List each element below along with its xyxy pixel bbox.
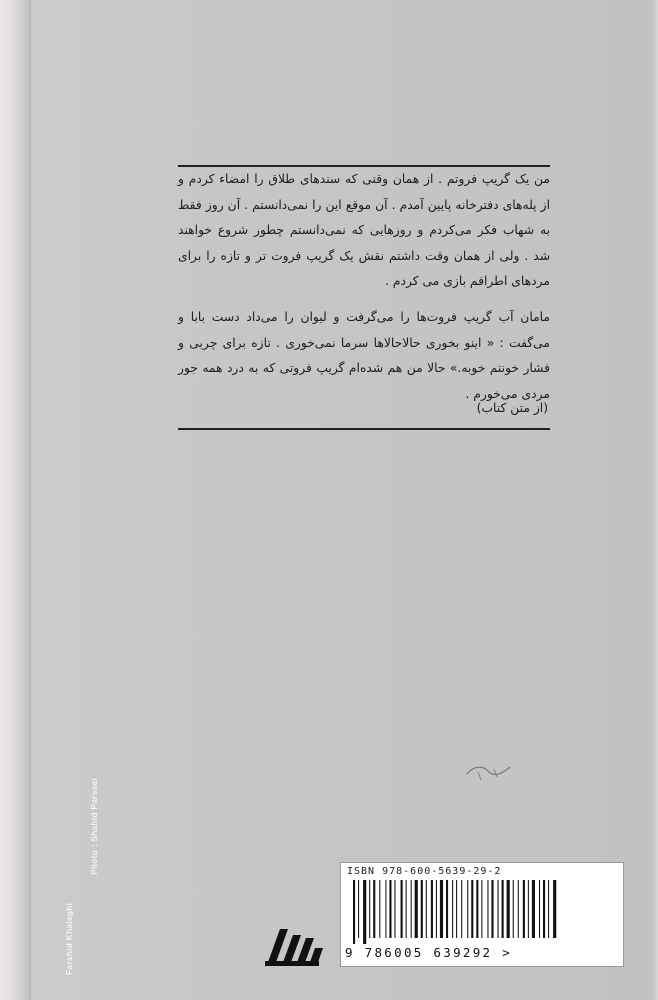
barcode-bar (532, 880, 535, 938)
barcode-bar (406, 880, 407, 938)
barcode-bar (467, 880, 468, 938)
bottom-rule (178, 428, 550, 430)
barcode-bar (426, 880, 427, 938)
barcode-bar (553, 880, 556, 938)
barcode-bar (440, 880, 443, 938)
barcode-bar (385, 880, 386, 938)
barcode-bar (373, 880, 375, 938)
barcode-bar (481, 880, 482, 938)
barcode-bar (539, 880, 540, 938)
barcode-bar (421, 880, 423, 938)
photo-credit: Photo : Shahid Parsaei (89, 778, 99, 875)
barcode-bar (543, 880, 545, 938)
barcode-bar (363, 880, 366, 944)
barcode-bar (498, 880, 499, 938)
barcode-bar (523, 880, 525, 938)
barcode-bar (487, 880, 488, 938)
barcode-bar (431, 880, 433, 938)
barcode-bar (452, 880, 453, 938)
barcode-bar (502, 880, 504, 938)
barcode-bar (436, 880, 437, 938)
barcode-bar (461, 880, 462, 938)
barcode-bar (369, 880, 370, 938)
designer-credit: Farshid Khaleghi (64, 902, 74, 975)
barcode-bar (379, 880, 380, 938)
barcode-bar (389, 880, 391, 938)
publisher-logo (265, 920, 327, 970)
barcode-bar (471, 880, 473, 938)
barcode-bar (456, 880, 457, 938)
barcode-bar (446, 880, 448, 938)
isbn-text: ISBN 978-600-5639-29-2 (347, 866, 502, 877)
barcode-bar (507, 880, 510, 938)
barcode-bar (353, 880, 355, 944)
pen-mark (464, 760, 514, 784)
barcode-label (340, 862, 624, 967)
barcode-bar (394, 880, 395, 938)
barcode-bar (401, 880, 403, 938)
barcode-bar (411, 880, 412, 938)
barcode-bar (518, 880, 519, 938)
barcode-bar (513, 880, 514, 938)
blurb-paragraph-2: مامان آب گریپ فروت‌ها را می‌گرفت و لیوان را می‌داد دست بابا و می‌گفت : « اینو بخوری حالاحالاها سرما نمی‌خوری . تازه برای چربی و فشار خونتم خوبه.» حالا من هم شده‌ام گریپ فروتی که به درد همه جور مردی می‌خورم . (178, 310, 550, 401)
source-note: (از متن کتاب) (476, 401, 548, 415)
barcode-bar (358, 880, 359, 938)
barcode-bar (415, 880, 418, 938)
blurb-paragraph-1: من یک گریپ فروتم . از همان وقتی که سندهای طلاق را امضاء کردم و از پله‌های دفترخانه پایین آمدم . آن موقع این را نمی‌دانستم . آن روز فقط به شهاب فکر می‌کردم و روزهایی که نمی‌دانستم چطور شروع خواهند شد . ولی از همان وقت داشتم نقش یک گریپ فروت تر و تازه را برای مردهای اطرافم بازی می کردم . (178, 172, 550, 288)
cover-right-edge (652, 0, 658, 1000)
barcode-bar (476, 880, 478, 938)
book-spine-edge (0, 0, 31, 1000)
barcode-bar (548, 880, 549, 938)
ean-number: 9 786005 639292 > (345, 945, 513, 960)
barcode-bar (491, 880, 493, 938)
barcode-bars (351, 880, 613, 944)
barcode-bar (528, 880, 529, 938)
